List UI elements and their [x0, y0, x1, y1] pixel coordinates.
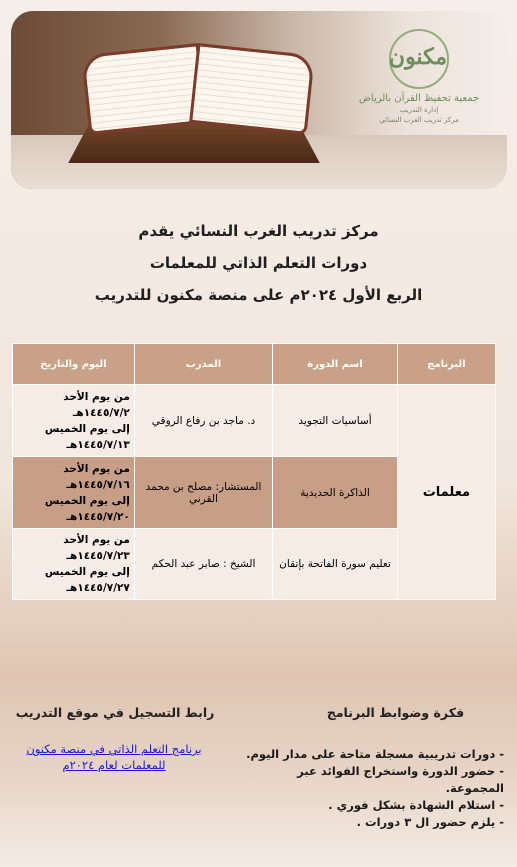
program-cell: معلمات — [397, 385, 495, 600]
date-cell — [13, 529, 135, 600]
list-item: - استلام الشهادة بشكل فوري . — [328, 798, 504, 812]
date-line: ١٤٤٥/٧/٢هـ — [72, 406, 130, 419]
header-course: اسم الدورة — [273, 344, 398, 385]
rules-list — [236, 746, 504, 831]
course-cell: الذاكرة الحديدية — [273, 457, 398, 529]
date-line: من يوم الأحد — [63, 462, 130, 475]
list-item: - حضور الدورة واستخراج الفوائد عبر المجموعة. — [297, 764, 504, 795]
date-line: ١٤٤٥/٧/٢٣هـ — [66, 550, 130, 562]
header-banner — [11, 11, 507, 189]
rules-title: فكرة وضوابط البرنامج — [326, 705, 465, 720]
date-line: ١٤٤٥/٧/١٣هـ — [66, 438, 130, 451]
courses-table — [12, 343, 496, 600]
logo-mark: مكنون — [389, 29, 449, 89]
trainer-cell: الشيخ : صابر عبد الحكم — [134, 529, 272, 600]
date-line: ١٤٤٥/٧/٢٠هـ — [66, 510, 130, 523]
org-logo — [349, 29, 489, 124]
title-line-1: مركز تدريب الغرب النسائي يقدم — [138, 222, 379, 240]
table-row — [13, 385, 496, 457]
org-name: جمعية تحفيظ القرآن بالرياض — [358, 93, 480, 104]
header-date: اليوم والتاريخ — [13, 344, 135, 385]
registration-title: رابط التسجيل في موقع التدريب — [15, 705, 215, 720]
date-line: إلى يوم الخميس — [44, 566, 130, 578]
announcement-titles — [0, 215, 517, 311]
header-trainer: المدرب — [134, 344, 272, 385]
date-line: ١٤٤٥/٧/٢٧هـ — [66, 582, 130, 594]
table-header-row — [13, 344, 496, 385]
title-line-2: دورات التعلم الذاتي للمعلمات — [149, 254, 368, 272]
course-cell: تعليم سورة الفاتحة بإتقان — [273, 529, 398, 600]
date-cell — [13, 385, 135, 457]
list-item: - دورات تدريبية مسجلة متاحة على مدار اليوم. — [246, 747, 504, 761]
header-program: البرنامج — [397, 344, 495, 385]
title-line-3: الربع الأول ٢٠٢٤م على منصة مكنون للتدريب — [94, 286, 423, 304]
quran-page-right — [189, 43, 315, 135]
trainer-cell: د. ماجد بن رفاع الروقي — [134, 385, 272, 457]
registration-link[interactable]: برنامج التعلم الذاتي في منصة مكنون للمعلمات لعام ٢٠٢٤م — [26, 742, 202, 772]
trainer-cell: المستشار: مصلح بن محمد القرني — [134, 457, 272, 529]
list-item: - يلزم حضور ال ٣ دورات . — [356, 815, 504, 829]
date-line: إلى يوم الخميس — [44, 422, 130, 435]
date-line: من يوم الأحد — [63, 390, 130, 403]
org-line3: مركز تدريب الغرب النسائي — [379, 116, 459, 124]
date-line: من يوم الأحد — [63, 534, 130, 546]
date-line: إلى يوم الخميس — [44, 494, 130, 507]
course-cell: أساسيات التجويد — [273, 385, 398, 457]
date-cell — [13, 457, 135, 529]
quran-page-left — [81, 43, 207, 135]
date-line: ١٤٤٥/٧/١٦هـ — [66, 478, 130, 491]
org-line2: إدارة التدريب — [399, 106, 439, 114]
